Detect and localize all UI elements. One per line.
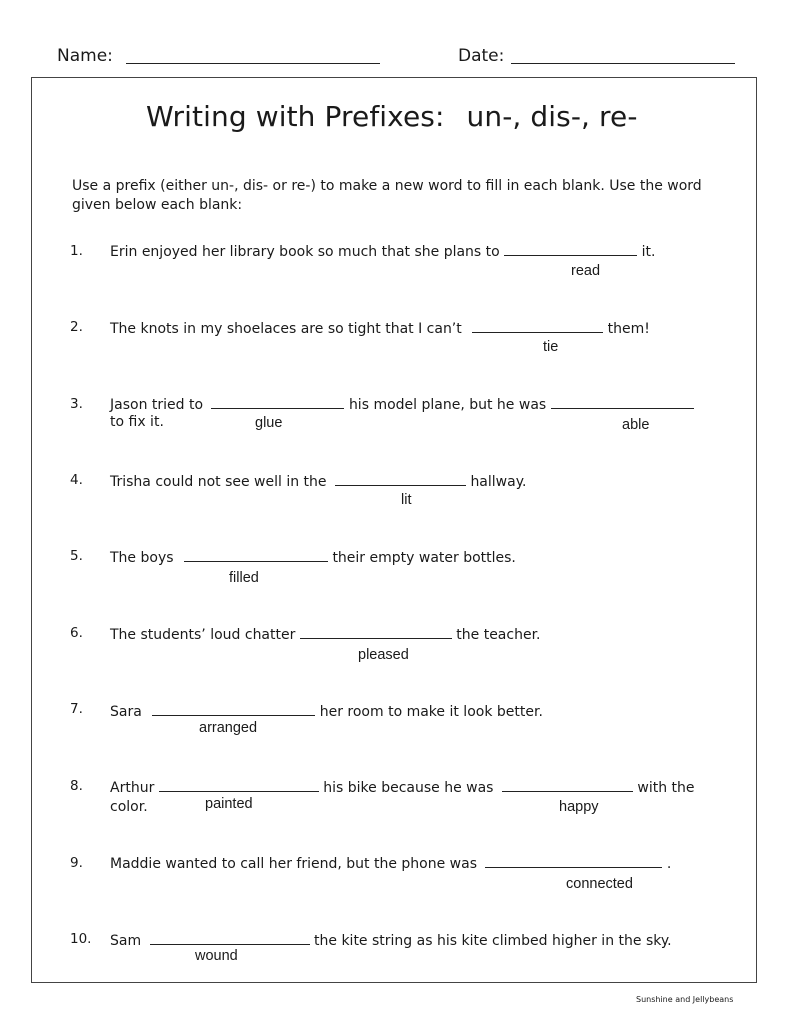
question-4: Trisha could not see well in the hallway.	[110, 474, 527, 490]
question-9: Maddie wanted to call her friend, but the phone was .	[110, 856, 672, 872]
base-word: connected	[566, 876, 633, 892]
question-number: 1.	[70, 243, 83, 259]
date-field[interactable]	[511, 63, 735, 64]
base-word: read	[571, 263, 601, 279]
question-number: 6.	[70, 625, 83, 641]
title-main: Writing with Prefixes:	[146, 100, 445, 133]
base-word: lit	[401, 492, 412, 508]
page-title	[146, 100, 638, 133]
answer-blank[interactable]	[472, 321, 603, 333]
base-word: happy	[559, 799, 599, 815]
question-number: 10.	[70, 931, 92, 947]
base-word: able	[622, 417, 650, 433]
question-10: Sam the kite string as his kite climbed higher in the sky.	[110, 933, 672, 949]
question-8: Arthur his bike because he was with the	[110, 780, 695, 796]
answer-blank[interactable]	[485, 856, 662, 868]
question-number: 2.	[70, 319, 83, 335]
answer-blank[interactable]	[159, 780, 319, 792]
name-label: Name:	[57, 46, 113, 66]
date-label: Date:	[458, 46, 505, 66]
answer-blank[interactable]	[300, 627, 452, 639]
footer-credit: Sunshine and Jellybeans	[636, 995, 734, 1004]
question-5: The boys their empty water bottles.	[110, 550, 516, 566]
base-word: filled	[229, 570, 259, 586]
title-prefixes: un-, dis-, re-	[466, 100, 638, 133]
question-6: The students’ loud chatter the teacher.	[110, 627, 541, 643]
answer-blank[interactable]	[150, 933, 310, 945]
question-number: 3.	[70, 396, 83, 412]
base-word: pleased	[358, 647, 409, 663]
answer-blank[interactable]	[152, 704, 315, 716]
answer-blank[interactable]	[335, 474, 466, 486]
instructions: Use a prefix (either un-, dis- or re-) to make a new word to fill in each blank. Use the word given below each blank:	[72, 178, 702, 213]
base-word: tie	[543, 339, 559, 355]
question-number: 7.	[70, 701, 83, 717]
question-1: Erin enjoyed her library book so much that she plans to it.	[110, 244, 656, 260]
question-3-continued: to fix it.	[110, 414, 164, 430]
name-field[interactable]	[126, 63, 380, 64]
question-8-continued: color.	[110, 799, 148, 815]
base-word: glue	[255, 415, 283, 431]
answer-blank[interactable]	[184, 550, 328, 562]
question-number: 4.	[70, 472, 83, 488]
question-number: 8.	[70, 778, 83, 794]
question-2: The knots in my shoelaces are so tight that I can’t them!	[110, 321, 650, 337]
base-word: arranged	[199, 720, 258, 736]
base-word: wound	[195, 948, 238, 964]
answer-blank[interactable]	[211, 397, 344, 409]
question-3: Jason tried to his model plane, but he was	[110, 397, 694, 413]
question-number: 5.	[70, 548, 83, 564]
answer-blank[interactable]	[504, 244, 637, 256]
question-7: Sara her room to make it look better.	[110, 704, 543, 720]
question-number: 9.	[70, 855, 83, 871]
answer-blank[interactable]	[551, 397, 694, 409]
base-word: painted	[205, 796, 253, 812]
answer-blank[interactable]	[502, 780, 633, 792]
